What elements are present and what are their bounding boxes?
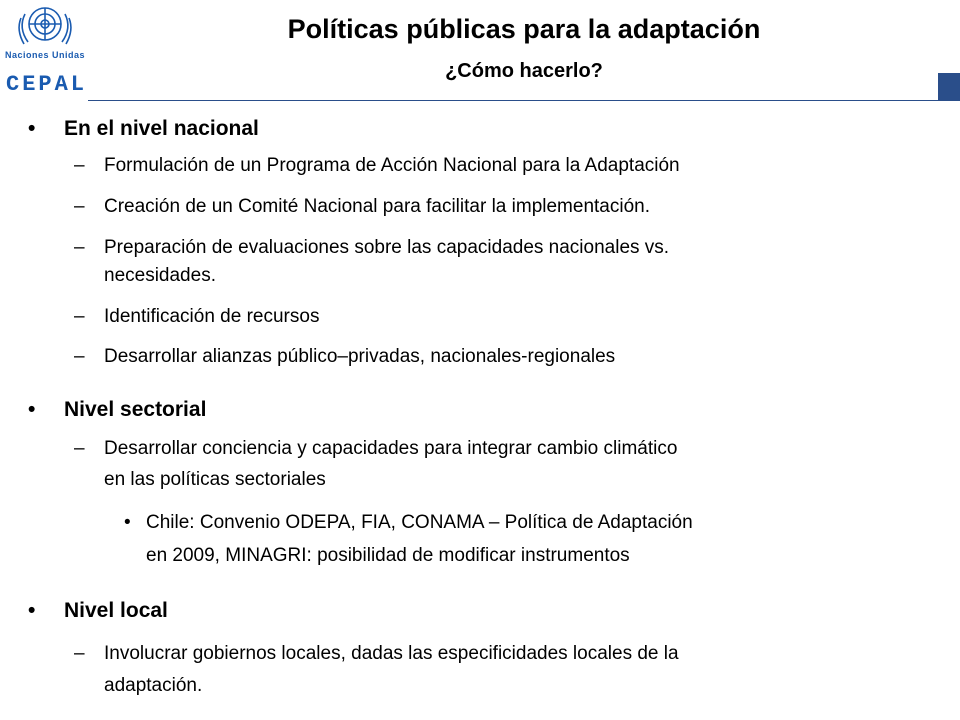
dash-icon: – — [74, 155, 85, 176]
dash-icon: – — [74, 196, 85, 217]
section-heading-text: En el nivel nacional — [64, 117, 259, 140]
section-heading-local — [28, 599, 168, 623]
list-item-text: en las políticas sectoriales — [104, 469, 326, 490]
list-item-text: Desarrollar conciencia y capacidades para integrar cambio climático — [104, 438, 678, 459]
slide-title: Políticas públicas para la adaptación — [287, 14, 761, 44]
dash-icon: – — [74, 306, 85, 327]
list-item — [74, 150, 680, 182]
sub-list-item-text: Chile: Convenio ODEPA, FIA, CONAMA – Política de Adaptación — [146, 512, 693, 533]
list-item — [74, 638, 679, 670]
dash-icon: – — [74, 438, 85, 459]
list-item-continuation — [104, 464, 326, 496]
list-item-text: adaptación. — [104, 675, 203, 696]
bullet-icon: • — [28, 599, 36, 622]
section-heading-national — [28, 117, 259, 141]
list-item-text: necesidades. — [104, 265, 216, 286]
slide-subtitle: ¿Cómo hacerlo? — [445, 60, 603, 82]
list-item — [74, 191, 650, 223]
dash-icon: – — [74, 643, 85, 664]
list-item-text: Identificación de recursos — [104, 306, 320, 327]
list-item-continuation — [104, 670, 202, 702]
sub-list-item-continuation — [146, 540, 630, 572]
list-item-text: Formulación de un Programa de Acción Nacional para la Adaptación — [104, 155, 680, 176]
org-name: CEPAL — [6, 72, 88, 97]
section-heading-text: Nivel local — [64, 599, 168, 622]
list-item-text: Involucrar gobiernos locales, dadas las especificidades locales de la — [104, 643, 679, 664]
bullet-icon: • — [28, 398, 36, 421]
sub-list-item-text: en 2009, MINAGRI: posibilidad de modificar instrumentos — [146, 545, 630, 566]
sub-list-item — [124, 507, 693, 539]
bullet-icon: • — [28, 117, 36, 140]
list-item-text: Preparación de evaluaciones sobre las capacidades nacionales vs. — [104, 237, 670, 258]
list-item-text: Creación de un Comité Nacional para facilitar la implementación. — [104, 196, 650, 217]
list-item-text: Desarrollar alianzas público–privadas, nacionales-regionales — [104, 346, 616, 367]
dash-icon: – — [74, 237, 85, 258]
list-item — [74, 301, 320, 333]
org-caption: Naciones Unidas — [4, 50, 86, 60]
section-heading-text: Nivel sectorial — [64, 398, 207, 421]
bullet-icon: • — [124, 512, 131, 533]
list-item — [74, 341, 616, 373]
list-item — [74, 433, 678, 465]
section-heading-sectorial — [28, 398, 207, 422]
dash-icon: – — [74, 346, 85, 367]
header-rule — [88, 100, 938, 101]
list-item-continuation — [104, 260, 216, 292]
